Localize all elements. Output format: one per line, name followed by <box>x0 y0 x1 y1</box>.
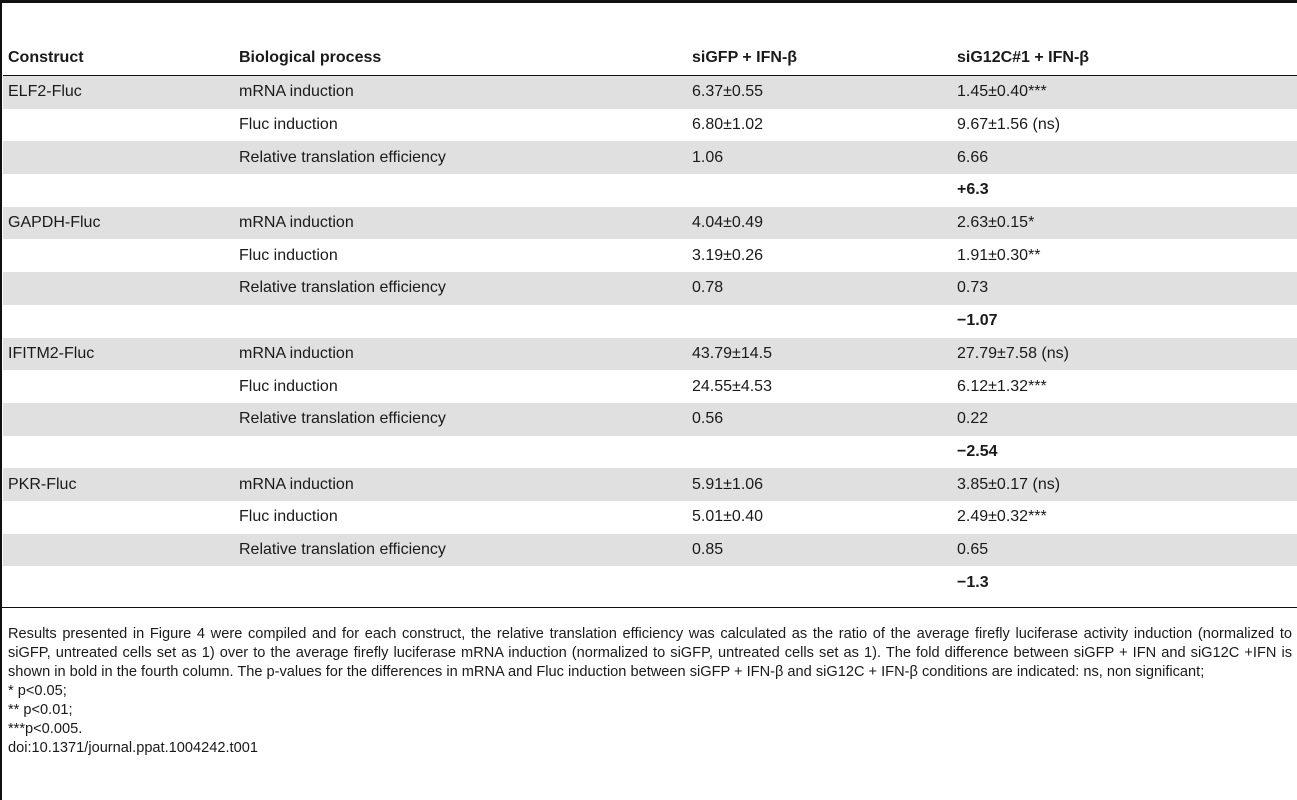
cell-sig12c-value: 2.63±0.15* <box>952 207 1297 240</box>
cell-construct <box>3 436 234 469</box>
cell-sig12c-value: 1.45±0.40*** <box>952 76 1297 109</box>
cell-construct <box>3 501 234 534</box>
cell-biological-process: Fluc induction <box>239 508 338 526</box>
footnote-description: Results presented in Figure 4 were compiled and for each construct, the relative translation efficiency was calculated as the ratio of the average firefly luciferase activity induction (normalized to siGFP, untreated cells set as 1) over to the average firefly luciferase mRNA induction (normalized to siGFP, untreated cells set as 1). The fold difference between siGFP + IFN and siG12C +IFN is shown in bold in the fourth column. The p-values for the differences in mRNA and Fluc induction between siGFP + IFN-β and siG12C + IFN-β conditions are indicated: ns, non significant; <box>8 626 1292 680</box>
table-body <box>3 76 1297 600</box>
cell-construct <box>3 272 234 305</box>
cell-sigfp-value <box>687 566 952 599</box>
table-row <box>3 534 1297 567</box>
cell-construct: ELF2-Fluc <box>3 76 234 109</box>
cell-sig12c-value: 6.66 <box>952 141 1297 174</box>
table-row <box>3 109 1297 142</box>
table-row <box>3 468 1297 501</box>
cell-sig12c-value: 3.85±0.17 (ns) <box>952 468 1297 501</box>
table-row <box>3 305 1297 338</box>
cell-sig12c-value: 0.22 <box>952 403 1297 436</box>
footnote-doi: doi:10.1371/journal.ppat.1004242.t001 <box>8 740 258 756</box>
cell-biological-process: mRNA induction <box>234 207 687 240</box>
cell-sigfp-value: 0.85 <box>687 534 952 567</box>
cell-biological-process: Fluc induction <box>239 246 338 264</box>
cell-sigfp-value: 1.06 <box>687 141 952 174</box>
cell-construct: PKR-Fluc <box>3 468 234 501</box>
table-row <box>3 76 1297 109</box>
cell-sigfp-value: 5.01±0.40 <box>692 508 764 526</box>
cell-sig12c-value: 6.12±1.32*** <box>957 377 1047 395</box>
footnote-p2: ** p<0.01; <box>8 702 73 718</box>
table-row <box>3 436 1297 469</box>
cell-biological-process <box>234 305 687 338</box>
table-row <box>3 272 1297 305</box>
cell-construct: IFITM2-Fluc <box>3 338 234 371</box>
table-row <box>3 207 1297 240</box>
cell-construct: GAPDH-Fluc <box>3 207 234 240</box>
header-biological-process: Biological process <box>239 49 382 66</box>
cell-sigfp-value: 0.56 <box>687 403 952 436</box>
header-sig12c-ifn: siG12C#1 + IFN-β <box>957 49 1090 66</box>
cell-construct <box>3 305 234 338</box>
cell-sig12c-value: 1.91±0.30** <box>957 246 1041 264</box>
cell-biological-process: mRNA induction <box>234 468 687 501</box>
cell-sigfp-value <box>687 174 952 207</box>
cell-sig12c-value: −2.54 <box>957 442 998 460</box>
cell-sigfp-value <box>687 436 952 469</box>
table-row <box>3 239 1297 272</box>
cell-sig12c-value: 27.79±7.58 (ns) <box>952 338 1297 371</box>
cell-construct <box>3 534 234 567</box>
cell-biological-process: Relative translation efficiency <box>234 403 687 436</box>
cell-sigfp-value: 24.55±4.53 <box>692 377 772 395</box>
cell-biological-process <box>234 436 687 469</box>
cell-construct <box>3 141 234 174</box>
footnote-p1: * p<0.05; <box>8 683 67 699</box>
cell-sig12c-value: −1.07 <box>957 312 998 330</box>
table-row <box>3 338 1297 371</box>
cell-sigfp-value: 43.79±14.5 <box>687 338 952 371</box>
cell-sigfp-value: 3.19±0.26 <box>692 246 764 264</box>
table-row <box>3 174 1297 207</box>
cell-sigfp-value: 6.37±0.55 <box>687 76 952 109</box>
header-sigfp-ifn: siGFP + IFN-β <box>692 49 798 66</box>
cell-biological-process: mRNA induction <box>234 76 687 109</box>
cell-sigfp-value: 4.04±0.49 <box>687 207 952 240</box>
cell-biological-process: Relative translation efficiency <box>234 141 687 174</box>
table-header-row <box>3 41 1297 76</box>
cell-sigfp-value: 6.80±1.02 <box>692 116 764 134</box>
cell-construct <box>3 174 234 207</box>
cell-biological-process: Relative translation efficiency <box>234 534 687 567</box>
cell-sig12c-value: +6.3 <box>957 181 989 199</box>
table-row <box>3 403 1297 436</box>
cell-construct <box>3 566 234 599</box>
cell-sig12c-value: 2.49±0.32*** <box>957 508 1047 526</box>
header-construct: Construct <box>8 49 84 66</box>
table-row <box>3 501 1297 534</box>
cell-sig12c-value: 0.65 <box>952 534 1297 567</box>
footnote-p3: ***p<0.005. <box>8 721 83 737</box>
cell-biological-process: Fluc induction <box>239 377 338 395</box>
cell-construct <box>3 239 234 272</box>
cell-biological-process: Relative translation efficiency <box>234 272 687 305</box>
table-row <box>3 141 1297 174</box>
cell-sigfp-value <box>687 305 952 338</box>
top-rule <box>0 0 1297 3</box>
table-footnote <box>8 625 1292 758</box>
cell-biological-process <box>234 174 687 207</box>
cell-biological-process: mRNA induction <box>234 338 687 371</box>
cell-sigfp-value: 5.91±1.06 <box>687 468 952 501</box>
cell-sig12c-value: 0.73 <box>952 272 1297 305</box>
cell-biological-process <box>234 566 687 599</box>
cell-sig12c-value: 9.67±1.56 (ns) <box>957 116 1061 134</box>
table-row <box>3 566 1297 599</box>
cell-construct <box>3 109 234 142</box>
cell-sig12c-value: −1.3 <box>957 573 989 591</box>
cell-construct <box>3 403 234 436</box>
cell-sigfp-value: 0.78 <box>687 272 952 305</box>
table-row <box>3 370 1297 403</box>
bottom-rule <box>0 607 1297 608</box>
left-rule <box>0 0 2 800</box>
results-table <box>3 41 1297 599</box>
cell-biological-process: Fluc induction <box>239 116 338 134</box>
cell-construct <box>3 370 234 403</box>
